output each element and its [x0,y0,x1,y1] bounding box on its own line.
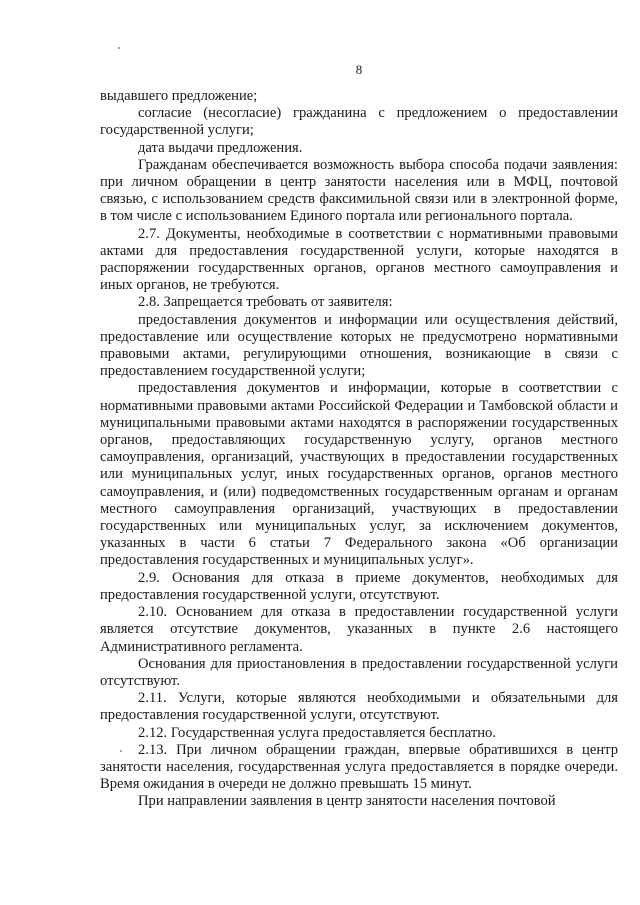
paragraph-2-8: 2.8. Запрещается требовать от заявителя: [138,294,393,311]
paragraph-2-8-item-1: предоставления документов и информации или осуществления действий, предоставление или осуществление которых не предусмотрено нормативными правовыми актами, регулирующими отношения, возникающие в связи с предоставлением государственной услуги; [100,311,618,380]
paragraph-2-13: 2.13. При личном обращении граждан, впервые обратившихся в центр занятости населения, государственная услуга предоставляется в порядке очереди. Время ожидания в очереди не должно превышать 15 минут. [100,741,618,793]
paragraph-offer-date: дата выдачи предложения. [138,139,303,156]
document-page [100,0,618,905]
paragraph-2-12: 2.12. Государственная услуга предоставляется бесплатно. [138,724,497,741]
paragraph-2-7: 2.7. Документы, необходимые в соответствии с нормативными правовыми актами для предоставления государственной услуги, которые находятся в распоряжении государственных органов, органов местного самоуправления и иных органов, не требуются. [100,225,618,294]
paragraph-offer-issuer: выдавшего предложение; [100,88,258,104]
paragraph-postal-submission: При направлении заявления в центр занятости населения почтовой [138,793,556,810]
paragraph-citizen-consent: согласие (несогласие) гражданина с предложением о предоставлении государственной услуги; [100,105,618,139]
page-number: 8 [355,62,363,77]
paragraph-2-10: 2.10. Основанием для отказа в предоставлении государственной услуги является отсутствие документов, указанных в пункте 2.6 настоящего Административного регламента. [100,604,618,655]
paragraph-submission-methods: Гражданам обеспечивается возможность выбора способа подачи заявления: при личном обращении в центр занятости населения или в МФЦ, почтовой связью, с использованием средств факсимильной связи или в электронной форме, в том числе с использованием Единого портала или регионального портала. [100,156,618,225]
paragraph-2-11: 2.11. Услуги, которые являются необходимыми и обязательными для предоставления государственной услуги, отсутствуют. [100,690,618,724]
paragraph-2-8-item-2: предоставления документов и информации, которые в соответствии с нормативными правовыми актами Российской Федерации и Тамбовской области и муниципальными правовыми актами находятся в распоряжении государственных органов, предоставляющих государственную услугу, органов местного самоуправления, организаций, участвующих в предоставлении государственных или муниципальных услуг, иных государственных органов, органов местного самоуправления, и (или) подведомственных государственным органам и органам местного самоуправления организаций, участвующих в предоставлении государственных или муниципальных услуг, за исключением документов, указанных в части 6 статьи 7 Федерального закона «Об организации предоставления государственных и муниципальных услуг». [100,380,618,569]
document-body [100,88,618,811]
paragraph-suspension-grounds: Основания для приостановления в предоставлении государственной услуги отсутствуют. [100,655,618,689]
paragraph-2-9: 2.9. Основания для отказа в приеме документов, необходимых для предоставления государственной услуги, отсутствуют. [100,569,618,603]
